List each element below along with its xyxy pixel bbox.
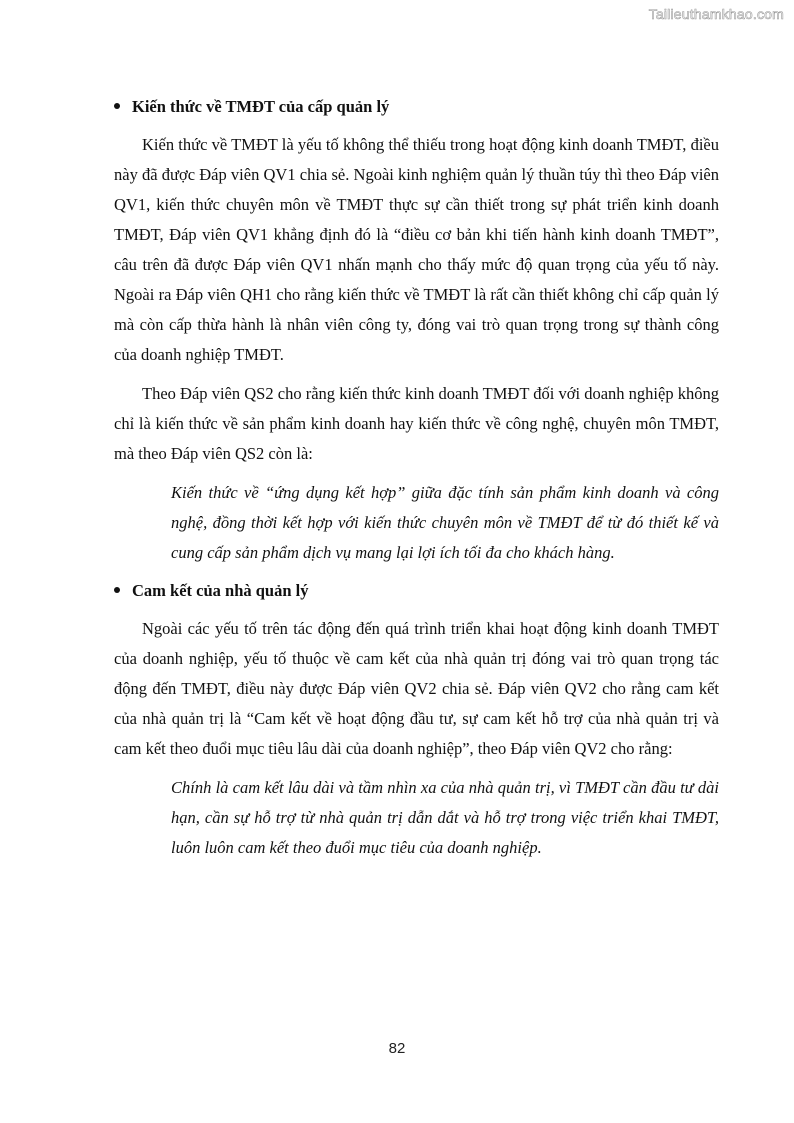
heading-text: Cam kết của nhà quản lý [132, 581, 309, 600]
heading-text: Kiến thức về TMĐT của cấp quản lý [132, 97, 390, 116]
bullet-icon [114, 103, 120, 109]
quote-1: Kiến thức về “ứng dụng kết hợp” giữa đặc tính sản phẩm kinh doanh và công nghệ, đồng thời kết hợp với kiến thức chuyên môn về TMĐT để từ đó thiết kế và cung cấp sản phẩm dịch vụ mang lại lợi ích tối đa cho khách hàng. [171, 483, 719, 562]
paragraph-1: Kiến thức về TMĐT là yếu tố không thể thiếu trong hoạt động kinh doanh TMĐT, điều này đã được Đáp viên QV1 chia sẻ. Ngoài kinh nghiệm quản lý thuần túy thì theo Đáp viên QV1, kiến thức chuyên môn về TMĐT thực sự cần thiết trong sự phát triển kinh doanh TMĐT, Đáp viên QV1 khẳng định đó là “điều cơ bản khi tiến hành kinh doanh TMĐT”, câu trên đã được Đáp viên QV1 nhấn mạnh cho thấy mức độ quan trọng của yếu tố này. Ngoài ra Đáp viên QH1 cho rằng kiến thức về TMĐT là rất cần thiết không chỉ cấp quản lý mà còn cấp thừa hành là nhân viên công ty, đóng vai trò quan trọng trong sự thành công của doanh nghiệp TMĐT. [114, 135, 719, 364]
page-number: 82 [388, 1040, 406, 1057]
bullet-icon [114, 587, 120, 593]
section-heading-knowledge [114, 92, 719, 122]
paragraph-2: Theo Đáp viên QS2 cho rằng kiến thức kinh doanh TMĐT đối với doanh nghiệp không chỉ là kiến thức về sản phẩm kinh doanh hay kiến thức về công nghệ, chuyên môn TMĐT, mà theo Đáp viên QS2 còn là: [114, 384, 719, 463]
paragraph-3: Ngoài các yếu tố trên tác động đến quá trình triển khai hoạt động kinh doanh TMĐT của doanh nghiệp, yếu tố thuộc về cam kết của nhà quản trị đóng vai trò quan trọng tác động đến TMĐT, điều này được Đáp viên QV2 chia sẻ. Đáp viên QV2 cho rằng cam kết của nhà quản trị là “Cam kết về hoạt động đầu tư, sự cam kết hỗ trợ của nhà quản trị và cam kết theo đuổi mục tiêu lâu dài của doanh nghiệp”, theo Đáp viên QV2 cho rằng: [114, 619, 719, 758]
quote-2: Chính là cam kết lâu dài và tầm nhìn xa của nhà quản trị, vì TMĐT cần đầu tư dài hạn, cần sự hỗ trợ từ nhà quản trị dẫn dắt và hỗ trợ trong việc triển khai TMĐT, luôn luôn cam kết theo đuổi mục tiêu của doanh nghiệp. [171, 778, 719, 857]
watermark: Tailieuthamkhao.com [648, 6, 784, 22]
section-heading-commitment [114, 576, 719, 606]
page-content [114, 92, 719, 863]
